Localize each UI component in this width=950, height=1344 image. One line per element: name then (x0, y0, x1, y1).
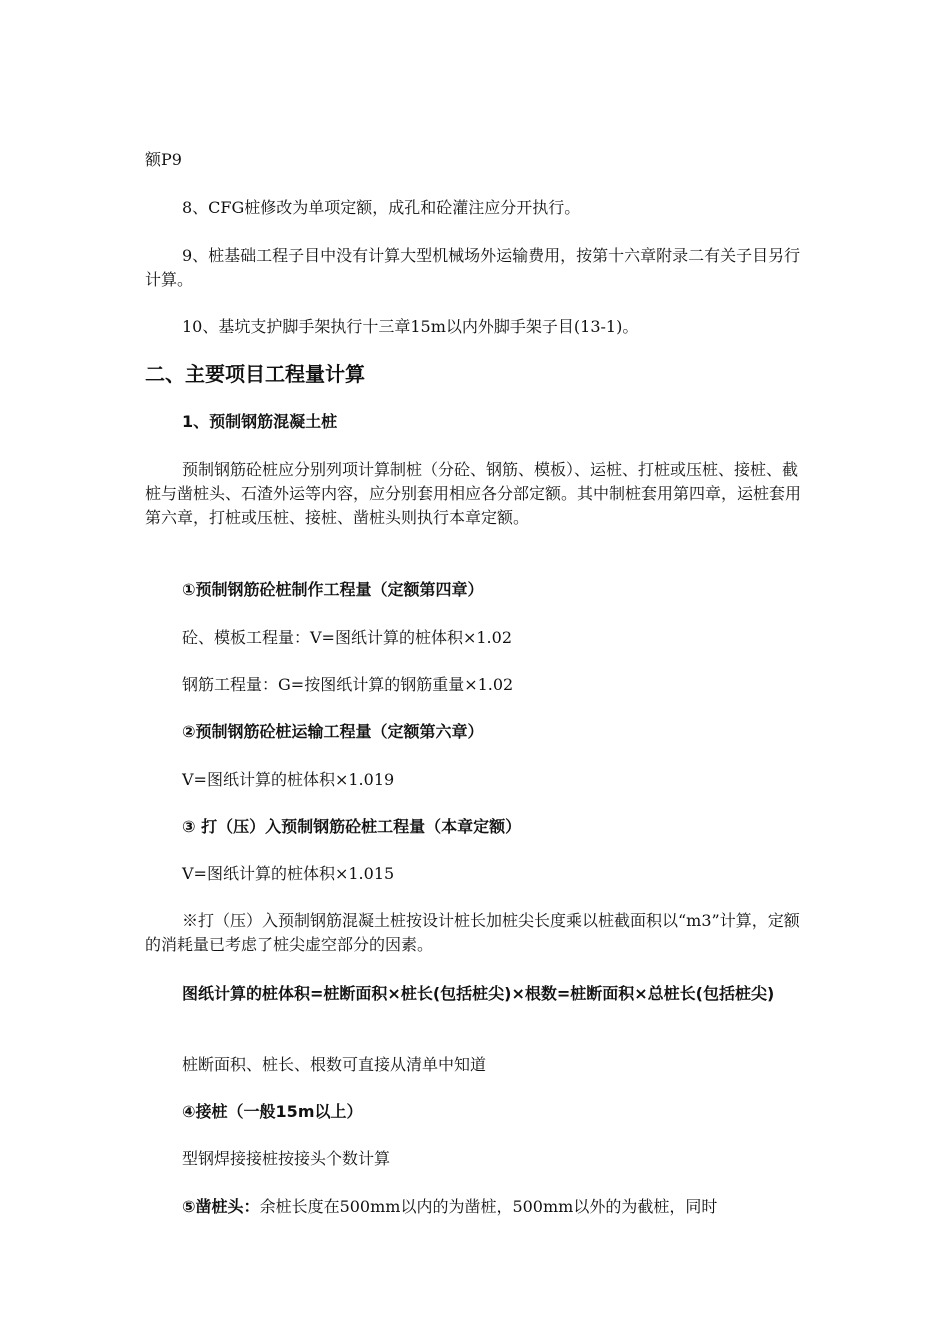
paragraph-item-10: 10、基坑支护脚手架执行十三章15m以内外脚手架子目(13-1)。 (182, 317, 639, 336)
pile-head-label: ⑤凿桩头： (182, 1197, 260, 1216)
paragraph-section-area: 桩断面积、桩长、根数可直接从清单中知道 (182, 1055, 487, 1074)
paragraph-item-8: 8、CFG桩修改为单项定额，成孔和砼灌注应分开执行。 (182, 198, 581, 217)
formula-rebar: 钢筋工程量：G=按图纸计算的钢筋重量×1.02 (182, 675, 514, 694)
heading-pile-driving: ③ 打（压）入预制钢筋砼桩工程量（本章定额） (182, 817, 522, 836)
note-paragraph: ※打（压）入预制钢筋混凝土桩按设计桩长加桩尖长度乘以桩截面积以“m3”计算，定额的消耗量已考虑了桩尖虚空部分的因素。 (145, 911, 800, 954)
formula-driving: V=图纸计算的桩体积×1.015 (182, 864, 395, 883)
formula-concrete-formwork: 砼、模板工程量：V=图纸计算的桩体积×1.02 (182, 628, 512, 647)
subsection-heading: 1、预制钢筋混凝土桩 (182, 412, 338, 431)
bold-formula: 图纸计算的桩体积=桩断面积×桩长(包括桩尖)×根数=桩断面积×总桩长(包括桩尖) (182, 984, 775, 1003)
paragraph-precast-pile: 预制钢筋砼桩应分别列项计算制桩（分砼、钢筋、模板）、运桩、打桩或压桩、接桩、截桩与凿桩头、石渣外运等内容，应分别套用相应各分部定额。其中制桩套用第四章，运桩套用第六章，打桩或压桩、接桩、凿桩头则执行本章定额。 (145, 460, 802, 527)
formula-transport: V=图纸计算的桩体积×1.019 (182, 770, 395, 789)
section-heading: 二、主要项目工程量计算 (145, 362, 365, 386)
paragraph-item-9: 9、桩基础工程子目中没有计算大型机械场外运输费用，按第十六章附录二有关子目另行计算。 (145, 246, 801, 289)
heading-pile-production: ①预制钢筋砼桩制作工程量（定额第四章） (182, 580, 484, 599)
paragraph-joint-count: 型钢焊接接桩按接头个数计算 (182, 1149, 391, 1168)
text-line: 额P9 (145, 150, 182, 169)
pile-head-text: 余桩长度在500mm以内的为凿桩，500mm以外的为截桩，同时 (259, 1197, 718, 1216)
heading-pile-transport: ②预制钢筋砼桩运输工程量（定额第六章） (182, 722, 484, 741)
paragraph-pile-head (182, 1195, 810, 1219)
heading-pile-joint: ④接桩（一般15m以上） (182, 1102, 363, 1121)
